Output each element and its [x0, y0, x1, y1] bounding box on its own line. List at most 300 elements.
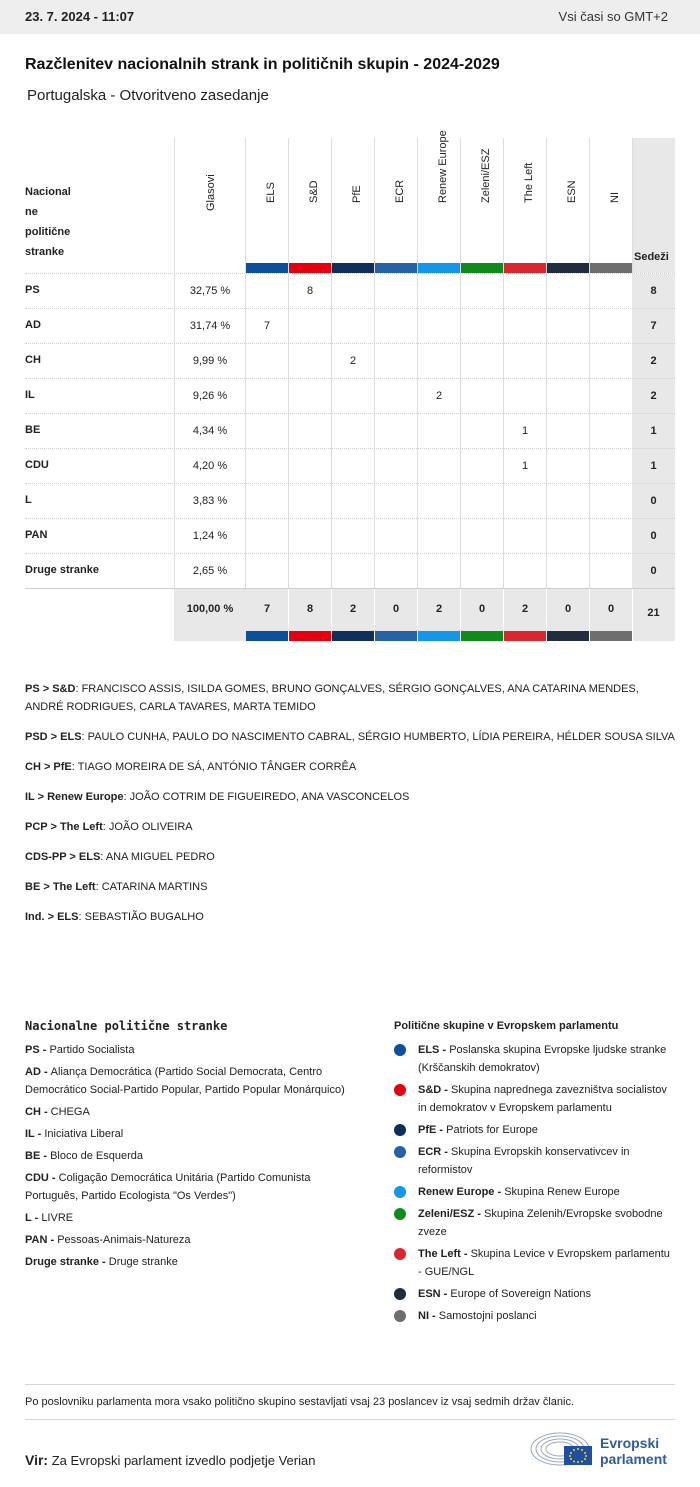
mep-note — [25, 680, 675, 716]
group-color-bar — [332, 631, 374, 641]
table-row — [25, 308, 675, 343]
party-separator: - — [31, 1212, 42, 1224]
group-color-dot-icon — [394, 1186, 406, 1198]
seat-cell — [547, 344, 590, 379]
total-cell — [332, 589, 375, 641]
seat-cell — [289, 379, 332, 414]
seat-cell — [375, 554, 418, 589]
mep-note — [25, 728, 675, 746]
note-separator: : — [102, 821, 109, 833]
seat-cell — [418, 274, 461, 309]
seat-cell — [246, 379, 289, 414]
seat-cell — [547, 274, 590, 309]
group-color-dot-icon — [394, 1248, 406, 1260]
total-value: 8 — [306, 603, 314, 615]
table-row — [25, 343, 675, 378]
group-legend-item — [394, 1205, 674, 1241]
mep-note — [25, 848, 675, 866]
seat-cell — [332, 379, 375, 414]
group-color-bar — [332, 263, 374, 273]
group-color-dot-icon — [394, 1124, 406, 1136]
group-color-bar — [246, 631, 288, 641]
party-legend-item — [25, 1231, 365, 1249]
seat-cell — [332, 449, 375, 484]
total-cell — [418, 589, 461, 641]
logo-text — [600, 1435, 667, 1467]
total-cell — [547, 589, 590, 641]
breakdown-table — [25, 130, 675, 640]
vote-share: 3,83 % — [174, 484, 246, 519]
seat-cell — [590, 274, 633, 309]
seat-cell — [332, 519, 375, 554]
group-separator: - — [429, 1310, 439, 1322]
group-header-label: ESN — [566, 180, 578, 203]
seat-cell — [332, 414, 375, 449]
party-name: IL — [25, 389, 35, 401]
seat-cell — [504, 484, 547, 519]
group-abbr: S&D — [418, 1084, 442, 1096]
party-full-name: Aliança Democrática (Partido Social Democrata, Centro Democrático Social-Partido Popular, Partido Popular Monárquico) — [25, 1066, 345, 1096]
row-seats: 1 — [632, 449, 675, 484]
national-parties-legend-title: Nacionalne politične stranke — [25, 1019, 228, 1033]
total-cell — [504, 589, 547, 641]
party-legend-item — [25, 1209, 365, 1227]
party-full-name: Coligação Democrática Unitária (Partido Comunista Português, Partido Ecologista "Os Verdes") — [25, 1172, 311, 1202]
seat-cell — [375, 449, 418, 484]
seat-cell — [246, 554, 289, 589]
total-value: 0 — [607, 603, 615, 615]
group-full-name: Skupina Levice v Evropskem parlamentu - GUE/NGL — [418, 1248, 670, 1278]
mep-note — [25, 878, 675, 896]
group-header-cell — [332, 138, 375, 273]
group-header-label: The Left — [523, 162, 535, 203]
seat-cell: 7 — [246, 309, 289, 344]
note-members: ANA MIGUEL PEDRO — [105, 851, 215, 863]
seat-cell — [590, 554, 633, 589]
seat-cell — [375, 519, 418, 554]
party-legend-item — [25, 1103, 365, 1121]
seat-cell — [246, 449, 289, 484]
seat-cell: 1 — [504, 449, 547, 484]
seat-cell — [418, 344, 461, 379]
party-legend-item — [25, 1125, 365, 1143]
european-parliament-logo — [530, 1430, 676, 1468]
group-legend-item — [394, 1183, 674, 1201]
table-row — [25, 378, 675, 413]
row-seats: 8 — [632, 274, 675, 309]
seat-cell — [547, 554, 590, 589]
seat-cell — [504, 274, 547, 309]
seat-cell — [590, 484, 633, 519]
total-votes: 100,00 % — [174, 589, 246, 641]
table-row — [25, 553, 675, 588]
group-abbr: ECR — [418, 1146, 442, 1158]
note-label: IL > Renew Europe — [25, 791, 124, 803]
total-value: 0 — [564, 603, 572, 615]
party-separator: - — [48, 1172, 59, 1184]
party-abbr: AD — [25, 1066, 41, 1078]
seat-cell: 8 — [289, 274, 332, 309]
seat-cell — [418, 519, 461, 554]
note-separator: : — [81, 731, 88, 743]
group-full-name: Skupina Evropskih konservativcev in reformistov — [418, 1146, 630, 1176]
party-name: CH — [25, 354, 41, 366]
seat-cell — [590, 449, 633, 484]
group-full-name: Patriots for Europe — [446, 1124, 538, 1136]
seat-cell — [461, 519, 504, 554]
group-color-dot-icon — [394, 1310, 406, 1322]
group-color-bar — [504, 631, 546, 641]
row-seats: 0 — [632, 554, 675, 589]
seat-cell — [332, 309, 375, 344]
group-separator: - — [441, 1084, 452, 1096]
group-header-label: Zeleni/ESZ — [480, 148, 492, 203]
seat-cell — [590, 344, 633, 379]
note-members: PAULO CUNHA, PAULO DO NASCIMENTO CABRAL, SÉRGIO HUMBERTO, LÍDIA PEREIRA, HÉLDER SOUSA SILVA — [87, 731, 675, 743]
total-cell — [590, 589, 633, 641]
total-value: 7 — [263, 603, 271, 615]
note-separator: : — [75, 683, 82, 695]
group-color-bar — [547, 631, 589, 641]
group-header-cell — [547, 138, 590, 273]
group-abbr: The Left — [418, 1248, 461, 1260]
seat-cell — [547, 309, 590, 344]
seat-cell — [418, 309, 461, 344]
seat-cell — [332, 484, 375, 519]
seat-cell — [246, 344, 289, 379]
vote-share: 31,74 % — [174, 309, 246, 344]
note-separator: : — [95, 881, 102, 893]
group-color-bar — [590, 263, 632, 273]
party-abbr: CDU — [25, 1172, 49, 1184]
timestamp: 23. 7. 2024 - 11:07 — [25, 9, 135, 24]
note-separator: : — [123, 791, 130, 803]
vote-share: 9,26 % — [174, 379, 246, 414]
seat-cell — [289, 554, 332, 589]
european-parliament-logo-icon — [530, 1430, 594, 1468]
seat-cell — [375, 274, 418, 309]
group-abbr: Renew Europe — [418, 1186, 495, 1198]
group-header-label: S&D — [308, 180, 320, 203]
vote-share: 2,65 % — [174, 554, 246, 589]
group-color-dot-icon — [394, 1288, 406, 1300]
group-abbr: NI — [418, 1310, 429, 1322]
row-seats: 0 — [632, 519, 675, 554]
group-separator: - — [440, 1288, 451, 1300]
group-separator: - — [439, 1044, 450, 1056]
party-name: PS — [25, 284, 40, 296]
seat-cell — [246, 484, 289, 519]
seat-cell — [590, 309, 633, 344]
party-legend-item — [25, 1169, 365, 1205]
seat-cell — [332, 274, 375, 309]
group-abbr: ELS — [418, 1044, 440, 1056]
seat-cell — [590, 519, 633, 554]
group-color-bar — [246, 263, 288, 273]
group-color-dot-icon — [394, 1146, 406, 1158]
vote-share: 32,75 % — [174, 274, 246, 309]
seat-cell — [418, 414, 461, 449]
group-legend-item — [394, 1121, 674, 1139]
group-header-label: Renew Europe — [437, 130, 449, 203]
party-abbr: Druge stranke — [25, 1256, 99, 1268]
note-label: PCP > The Left — [25, 821, 103, 833]
table-row — [25, 273, 675, 308]
party-abbr: BE — [25, 1150, 41, 1162]
group-full-name: Samostojni poslanci — [438, 1310, 537, 1322]
group-header-cell — [289, 138, 332, 273]
seat-cell — [375, 484, 418, 519]
group-color-bar — [289, 631, 331, 641]
note-label: CDS-PP > ELS — [25, 851, 101, 863]
seat-cell — [590, 379, 633, 414]
seat-cell — [246, 274, 289, 309]
votes-header-cell — [174, 138, 246, 273]
seat-cell — [504, 519, 547, 554]
group-separator: - — [494, 1186, 505, 1198]
note-members: JOÃO COTRIM DE FIGUEIREDO, ANA VASCONCELOS — [129, 791, 410, 803]
group-header-cell — [418, 130, 461, 273]
group-legend-item — [394, 1081, 674, 1117]
seat-cell — [590, 414, 633, 449]
group-header-cell — [375, 138, 418, 273]
seat-cell — [547, 519, 590, 554]
group-header-cell — [590, 138, 633, 273]
group-header-cell — [504, 138, 547, 273]
group-separator: - — [441, 1146, 452, 1158]
note-separator: : — [100, 851, 106, 863]
top-bar — [0, 0, 700, 34]
page-subtitle: Portugalska - Otvoritveno zasedanje — [27, 87, 269, 104]
seat-cell — [547, 379, 590, 414]
political-groups-legend — [394, 1017, 674, 1329]
page-title: Razčlenitev nacionalnih strank in političnih skupin - 2024-2029 — [25, 56, 500, 73]
seat-cell — [461, 449, 504, 484]
party-name: BE — [25, 424, 41, 436]
group-header-label: NI — [609, 192, 621, 203]
group-abbr: Zeleni/ESZ — [418, 1208, 475, 1220]
seat-cell — [332, 554, 375, 589]
total-value: 0 — [392, 603, 400, 615]
total-seats: 21 — [632, 589, 675, 641]
group-header-label: ELS — [265, 182, 277, 203]
source-line — [25, 1452, 315, 1468]
source-label: Vir: — [25, 1452, 49, 1468]
party-separator: - — [40, 1066, 51, 1078]
party-abbr: PS — [25, 1044, 40, 1056]
group-separator: - — [474, 1208, 485, 1220]
seat-cell — [289, 309, 332, 344]
seat-cell — [246, 414, 289, 449]
note-members: TIAGO MOREIRA DE SÁ, ANTÓNIO TÂNGER CORRÊA — [77, 761, 357, 773]
group-color-bar — [289, 263, 331, 273]
party-full-name: Druge stranke — [108, 1256, 178, 1268]
group-legend-item — [394, 1245, 674, 1281]
note-members: CATARINA MARTINS — [101, 881, 208, 893]
seats-header-cell — [632, 138, 675, 273]
group-color-bar — [375, 263, 417, 273]
party-name: CDU — [25, 459, 49, 471]
totals-row — [25, 588, 675, 640]
group-legend-item — [394, 1285, 674, 1303]
seat-cell — [375, 344, 418, 379]
logo-line1: Evropski — [600, 1435, 660, 1451]
note-label: PSD > ELS — [25, 731, 82, 743]
total-cell — [289, 589, 332, 641]
total-value: 2 — [349, 603, 357, 615]
row-seats: 0 — [632, 484, 675, 519]
group-color-bar — [418, 631, 460, 641]
group-separator: - — [436, 1124, 447, 1136]
group-color-bar — [375, 631, 417, 641]
total-cell — [375, 589, 418, 641]
party-full-name: Bloco de Esquerda — [50, 1150, 144, 1162]
group-header-label: ECR — [394, 179, 406, 203]
vote-share: 9,99 % — [174, 344, 246, 379]
seat-cell — [289, 414, 332, 449]
seat-cell — [461, 379, 504, 414]
party-legend-item — [25, 1147, 365, 1165]
seats-header: Sedeži — [634, 251, 669, 263]
seat-cell — [289, 484, 332, 519]
seat-cell — [547, 449, 590, 484]
seat-cell — [246, 519, 289, 554]
seat-cell — [461, 414, 504, 449]
note-separator: : — [78, 911, 85, 923]
seat-cell — [504, 554, 547, 589]
party-legend-item — [25, 1041, 365, 1059]
group-separator: - — [460, 1248, 471, 1260]
party-abbr: CH — [25, 1106, 41, 1118]
seat-cell — [504, 309, 547, 344]
group-full-name: Europe of Sovereign Nations — [450, 1288, 592, 1300]
seat-cell — [461, 344, 504, 379]
national-parties-legend — [25, 1017, 365, 1275]
table-row — [25, 413, 675, 448]
vote-share: 4,34 % — [174, 414, 246, 449]
group-legend-item — [394, 1307, 674, 1325]
rule-note: Po poslovniku parlamenta mora vsako politično skupino sestavljati vsaj 23 poslancev iz vsaj sedmih držav članic. — [25, 1384, 675, 1420]
seat-cell: 1 — [504, 414, 547, 449]
vote-share: 4,20 % — [174, 449, 246, 484]
seat-cell — [418, 554, 461, 589]
party-name: PAN — [25, 529, 48, 541]
party-full-name: Partido Socialista — [49, 1044, 135, 1056]
party-legend-item — [25, 1253, 365, 1271]
note-separator: : — [71, 761, 78, 773]
seat-cell — [461, 309, 504, 344]
group-color-bar — [418, 263, 460, 273]
seat-cell — [504, 344, 547, 379]
seat-cell — [375, 379, 418, 414]
group-color-dot-icon — [394, 1208, 406, 1220]
mep-note — [25, 758, 675, 776]
group-color-bar — [547, 263, 589, 273]
total-value: 2 — [435, 603, 443, 615]
row-seats: 2 — [632, 379, 675, 414]
row-seats: 2 — [632, 344, 675, 379]
party-separator: - — [98, 1256, 109, 1268]
seat-cell — [375, 414, 418, 449]
party-abbr: PAN — [25, 1234, 48, 1246]
party-name: L — [25, 494, 32, 506]
party-separator: - — [34, 1128, 45, 1140]
note-label: Ind. > ELS — [25, 911, 79, 923]
party-full-name: CHEGA — [50, 1106, 90, 1118]
vote-share: 1,24 % — [174, 519, 246, 554]
party-name: AD — [25, 319, 41, 331]
group-header-label: PfE — [351, 185, 363, 203]
note-members: FRANCISCO ASSIS, ISILDA GOMES, BRUNO GONÇALVES, SÉRGIO GONÇALVES, ANA CATARINA MENDES, ANDRÉ RODRIGUES, CARLA TAVARES, MARTA TEMIDO — [25, 683, 639, 713]
group-color-dot-icon — [394, 1084, 406, 1096]
political-groups-legend-title: Politične skupine v Evropskem parlamentu — [394, 1020, 619, 1032]
note-members: SEBASTIÃO BUGALHO — [84, 911, 204, 923]
group-full-name: Skupina naprednega zavezništva socialistov in demokratov v Evropskem parlamentu — [418, 1084, 667, 1114]
note-label: BE > The Left — [25, 881, 96, 893]
party-abbr: IL — [25, 1128, 35, 1140]
timezone-note: Vsi časi so GMT+2 — [558, 9, 668, 24]
party-separator: - — [40, 1150, 51, 1162]
group-full-name: Skupina Zelenih/Evropske svobodne zveze — [418, 1208, 663, 1238]
party-full-name: Iniciativa Liberal — [44, 1128, 124, 1140]
votes-header: Glasovi — [205, 174, 217, 211]
row-seats: 7 — [632, 309, 675, 344]
group-color-bar — [461, 263, 503, 273]
group-legend-item — [394, 1041, 674, 1077]
party-full-name: LIVRE — [41, 1212, 74, 1224]
party-separator: - — [40, 1106, 51, 1118]
group-header-cell — [246, 138, 289, 273]
seat-cell — [461, 484, 504, 519]
party-name: Druge stranke — [25, 564, 99, 576]
seat-cell — [547, 414, 590, 449]
table-row — [25, 448, 675, 483]
group-abbr: ESN — [418, 1288, 441, 1300]
mep-notes — [25, 680, 675, 938]
table-row — [25, 518, 675, 553]
parties-header: Nacional ne politične stranke — [25, 186, 71, 258]
seat-cell — [418, 449, 461, 484]
total-cell — [461, 589, 504, 641]
seat-cell — [289, 449, 332, 484]
note-label: PS > S&D — [25, 683, 76, 695]
group-abbr: PfE — [418, 1124, 437, 1136]
seat-cell: 2 — [332, 344, 375, 379]
seat-cell — [547, 484, 590, 519]
group-color-dot-icon — [394, 1044, 406, 1056]
note-members: JOÃO OLIVEIRA — [108, 821, 193, 833]
seat-cell — [461, 554, 504, 589]
party-separator: - — [47, 1234, 58, 1246]
seat-cell — [289, 344, 332, 379]
party-full-name: Pessoas-Animais-Natureza — [57, 1234, 191, 1246]
table-header — [25, 130, 675, 273]
total-cell — [246, 589, 289, 641]
note-label: CH > PfE — [25, 761, 72, 773]
group-full-name: Poslanska skupina Evropske ljudske stranke (Krščanskih demokratov) — [418, 1044, 667, 1074]
seat-cell — [504, 379, 547, 414]
mep-note — [25, 818, 675, 836]
total-value: 2 — [521, 603, 529, 615]
source-text: Za Evropski parlament izvedlo podjetje Verian — [48, 1453, 316, 1468]
party-legend-item — [25, 1063, 365, 1099]
group-legend-item — [394, 1143, 674, 1179]
seat-cell — [375, 309, 418, 344]
row-seats: 1 — [632, 414, 675, 449]
logo-line2: parlament — [600, 1451, 667, 1467]
party-abbr: L — [25, 1212, 32, 1224]
mep-note — [25, 788, 675, 806]
